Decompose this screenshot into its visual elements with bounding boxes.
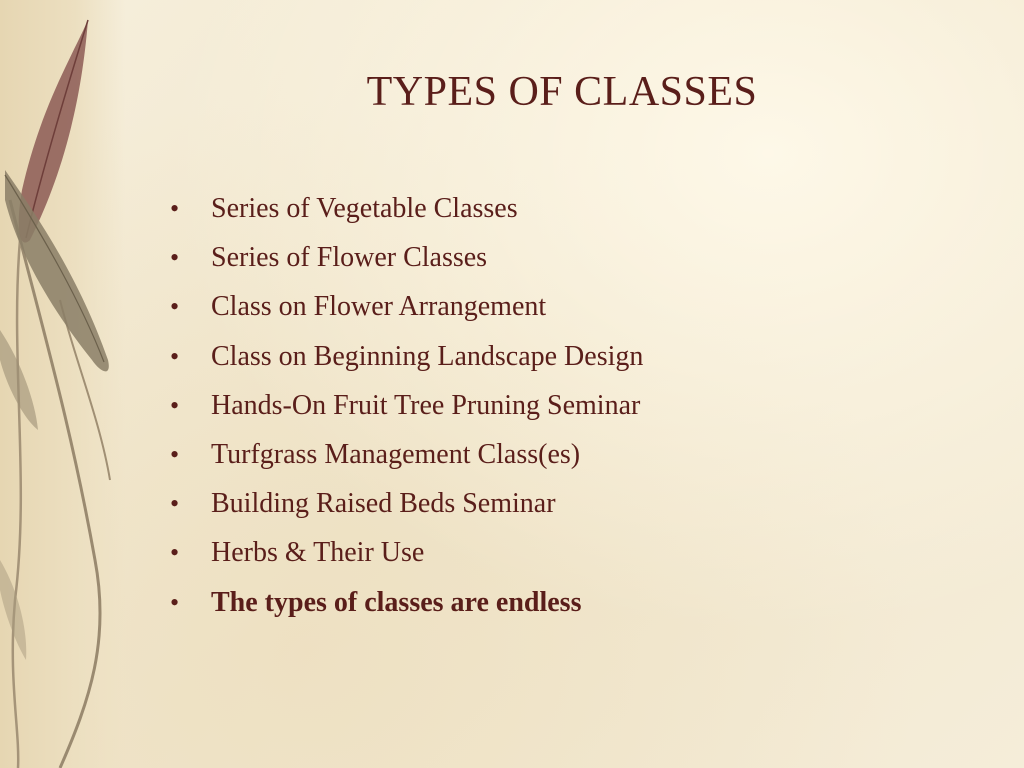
list-item (168, 430, 948, 479)
bullet-icon: • (170, 587, 180, 617)
leaf-branch-icon (0, 0, 140, 768)
list-item (168, 282, 948, 331)
list-item-text: Turfgrass Management Class(es) (211, 438, 581, 470)
list-item (168, 184, 948, 233)
list-item-text: Herbs & Their Use (211, 537, 425, 569)
list-item-text: Series of Vegetable Classes (211, 193, 518, 224)
list-item-text: Series of Flower Classes (211, 242, 488, 274)
bullet-list (168, 184, 948, 627)
list-item-text: Class on Flower Arrangement (211, 291, 547, 323)
list-item (168, 528, 948, 577)
bullet-icon: • (170, 243, 180, 273)
list-item-text: Class on Beginning Landscape Design (211, 340, 644, 372)
slide-title: TYPES OF CLASSES (366, 69, 758, 115)
list-item-emphasis (168, 578, 948, 627)
bullet-icon: • (170, 341, 180, 371)
bullet-icon: • (170, 292, 180, 322)
list-item (168, 332, 948, 381)
bullet-icon: • (170, 439, 180, 469)
bullet-icon: • (170, 489, 180, 519)
bullet-icon: • (170, 390, 180, 420)
bullet-icon: • (170, 538, 180, 568)
list-item (168, 233, 948, 282)
bullet-icon: • (170, 194, 180, 223)
list-item-text: The types of classes are endless (211, 586, 582, 618)
list-item-text: Building Raised Beds Seminar (211, 488, 556, 520)
list-item-text: Hands-On Fruit Tree Pruning Seminar (211, 389, 641, 421)
list-item (168, 381, 948, 430)
list-item (168, 479, 948, 528)
